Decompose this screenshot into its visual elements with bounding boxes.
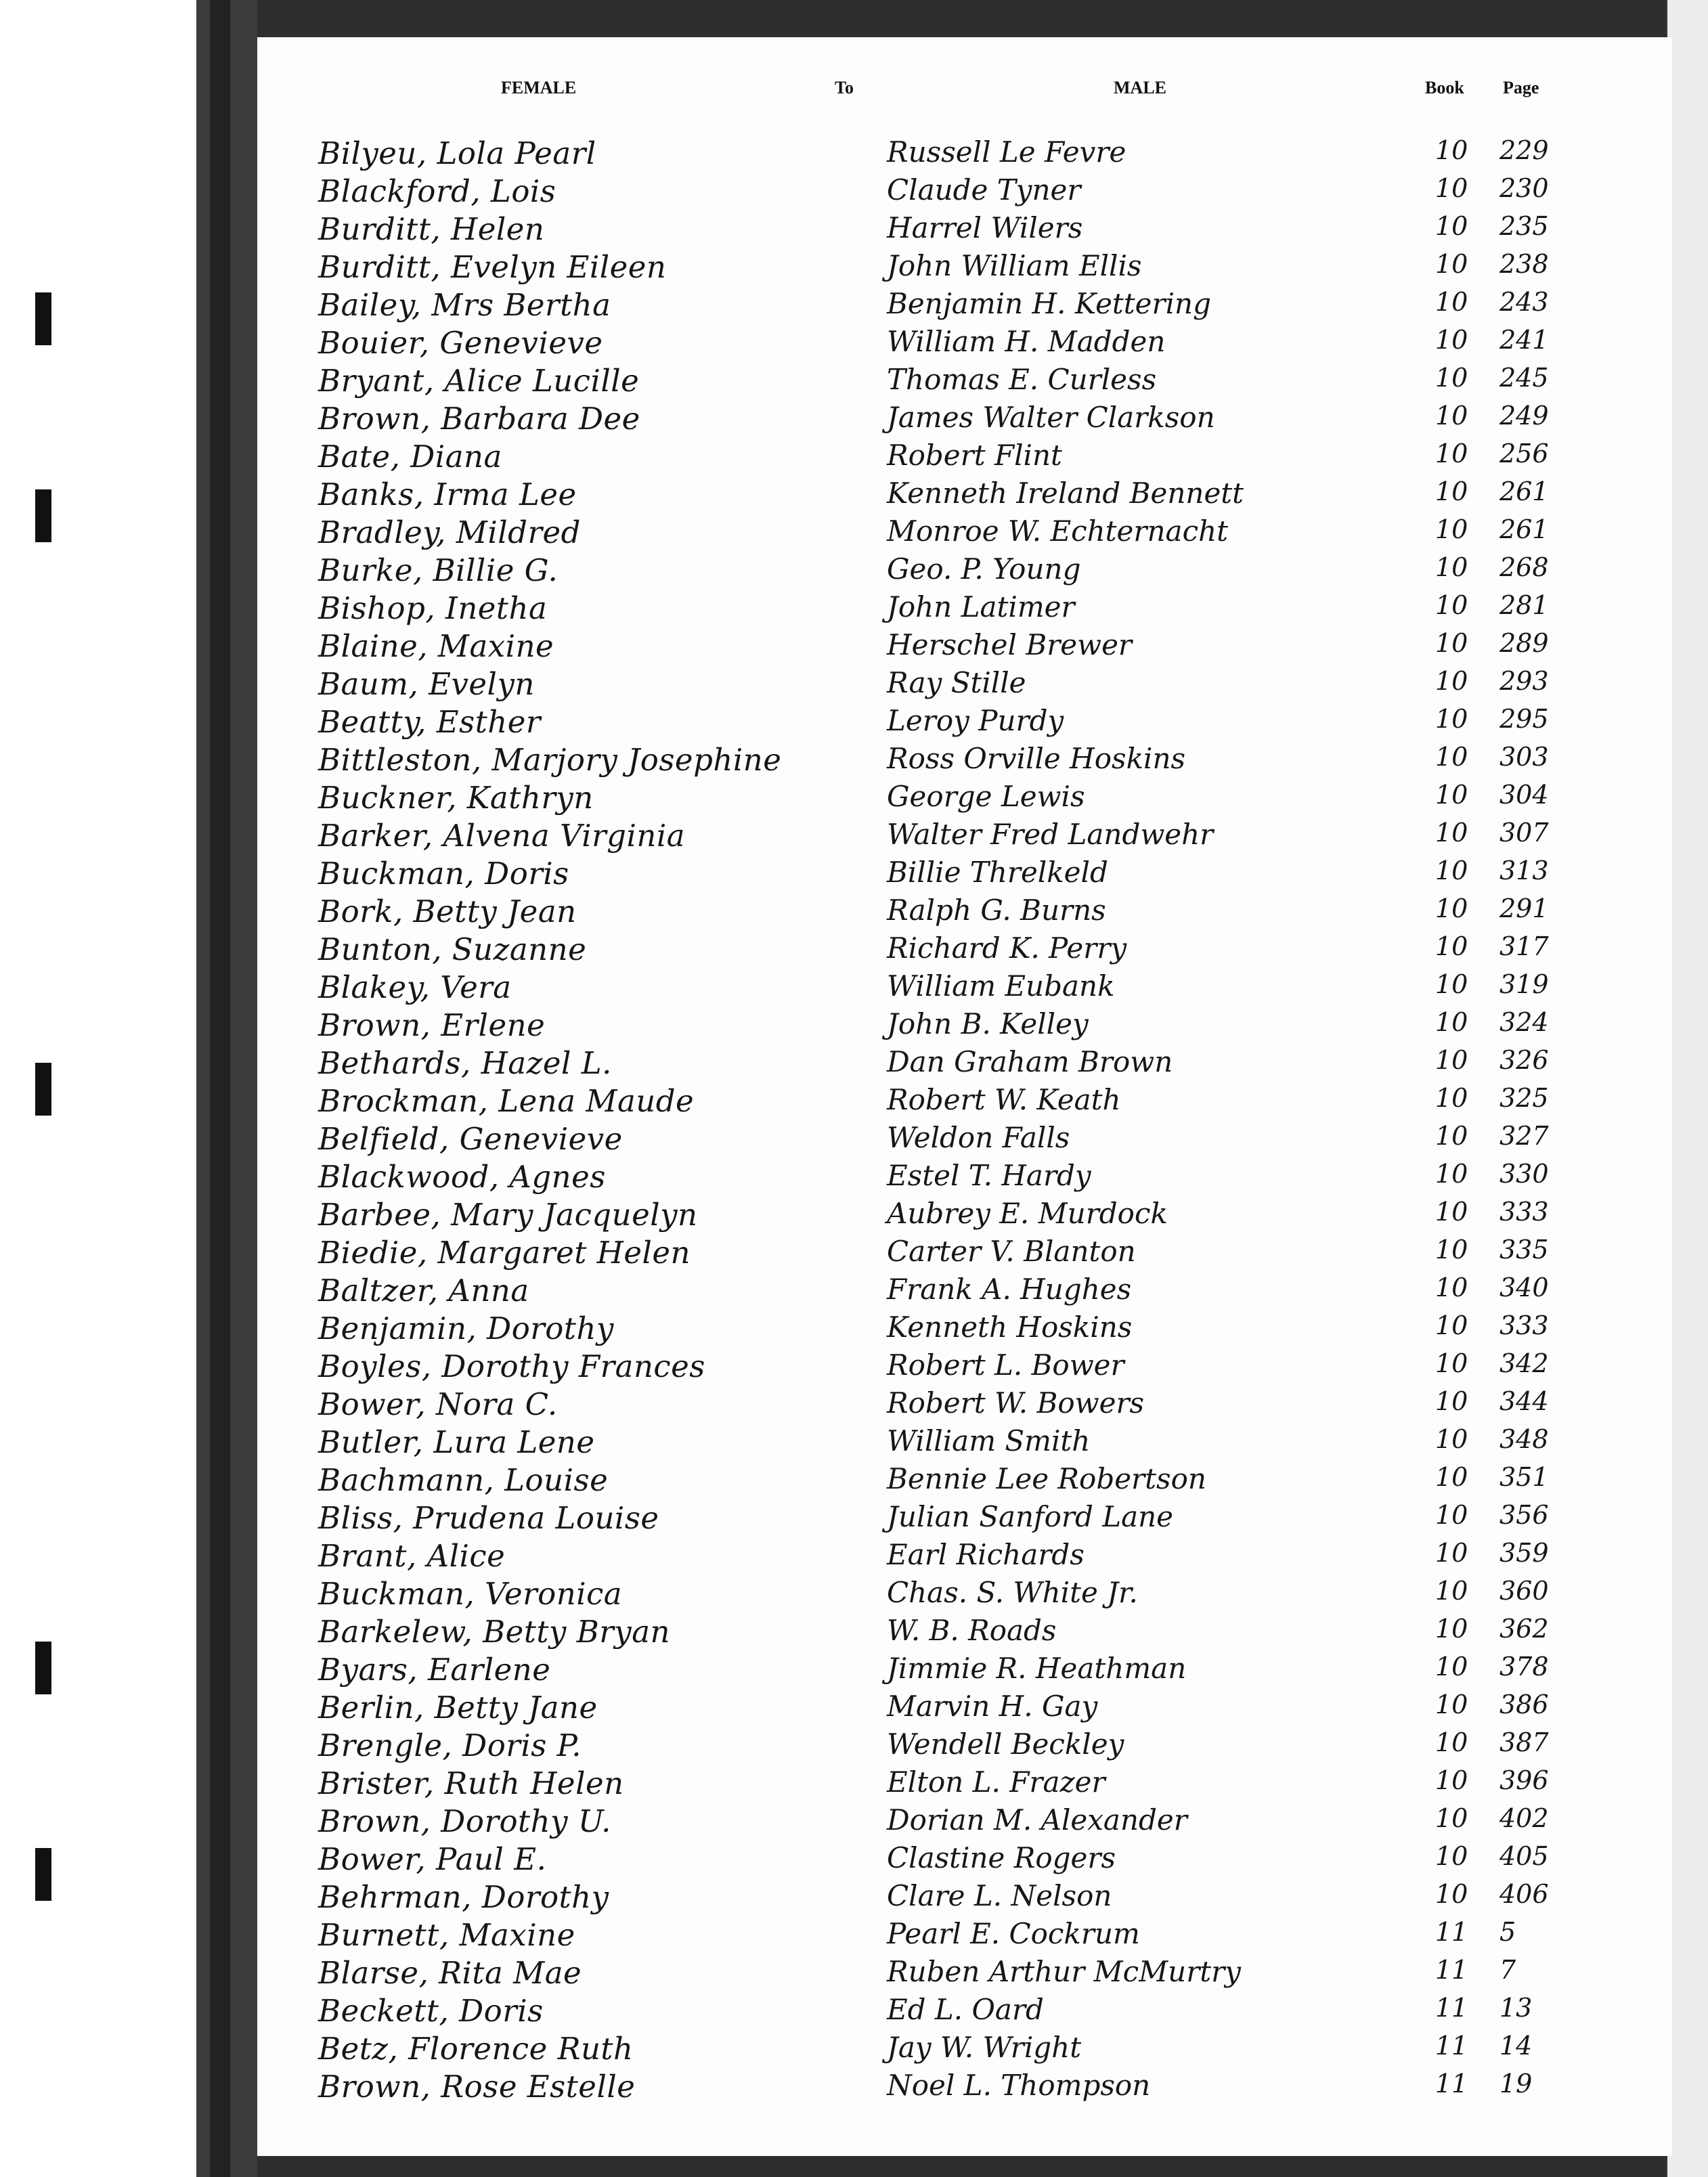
page-number: 245 — [1499, 363, 1549, 393]
page-number: 5 — [1499, 1917, 1516, 1947]
page-number: 351 — [1499, 1462, 1549, 1492]
female-name: Brant, Alice — [318, 1538, 506, 1574]
male-name: Russell Le Fevre — [887, 135, 1126, 169]
page-number: 238 — [1499, 249, 1549, 279]
header-female: FEMALE — [501, 78, 577, 97]
male-name: George Lewis — [887, 780, 1085, 813]
page-number: 405 — [1499, 1841, 1549, 1871]
male-name: Monroe W. Echternacht — [887, 514, 1229, 548]
page-number: 342 — [1499, 1348, 1549, 1378]
male-name: Frank A. Hughes — [887, 1273, 1132, 1306]
female-name: Brown, Rose Estelle — [318, 2069, 636, 2105]
male-name: W. B. Roads — [887, 1614, 1057, 1647]
ledger-row — [257, 1121, 1672, 1159]
female-name: Bunton, Suzanne — [318, 931, 587, 967]
book-number: 10 — [1435, 1159, 1468, 1189]
book-number: 10 — [1435, 249, 1468, 279]
male-name: William H. Madden — [887, 325, 1166, 358]
ledger-row — [257, 1311, 1672, 1348]
male-name: Estel T. Hardy — [887, 1159, 1091, 1192]
book-number: 10 — [1435, 1614, 1468, 1644]
female-name: Brown, Erlene — [318, 1007, 546, 1043]
ledger-row — [257, 1803, 1672, 1841]
ledger-row — [257, 401, 1672, 439]
female-name: Betz, Florence Ruth — [318, 2031, 634, 2067]
ledger-row — [257, 1765, 1672, 1803]
female-name: Buckman, Veronica — [318, 1576, 623, 1612]
book-number: 10 — [1435, 325, 1468, 355]
ledger-row — [257, 1917, 1672, 1955]
page-number: 19 — [1499, 2069, 1533, 2098]
female-name: Blackwood, Agnes — [318, 1159, 606, 1195]
header-male: MALE — [1114, 78, 1166, 97]
ledger-row — [257, 1538, 1672, 1576]
ledger-row — [257, 666, 1672, 704]
female-name: Brockman, Lena Maude — [318, 1083, 695, 1119]
male-name: Robert Flint — [887, 439, 1062, 472]
page-number: 396 — [1499, 1765, 1549, 1795]
female-name: Benjamin, Dorothy — [318, 1311, 614, 1346]
page-number: 7 — [1499, 1955, 1516, 1985]
ledger-row — [257, 173, 1672, 211]
ledger-row — [257, 590, 1672, 628]
female-name: Bailey, Mrs Bertha — [318, 287, 611, 323]
male-name: Richard K. Perry — [887, 931, 1127, 965]
page-number: 317 — [1499, 931, 1549, 961]
ledger-row — [257, 1273, 1672, 1311]
ledger-row — [257, 1235, 1672, 1273]
male-name: Carter V. Blanton — [887, 1235, 1136, 1268]
ledger-row — [257, 931, 1672, 969]
male-name: Dan Graham Brown — [887, 1045, 1173, 1078]
book-number: 10 — [1435, 969, 1468, 999]
female-name: Belfield, Genevieve — [318, 1121, 623, 1157]
page-number: 261 — [1499, 514, 1549, 544]
male-name: Pearl E. Cockrum — [887, 1917, 1140, 1950]
page-number: 324 — [1499, 1007, 1549, 1037]
book-number: 10 — [1435, 1462, 1468, 1492]
page-number: 261 — [1499, 477, 1549, 506]
female-name: Bilyeu, Lola Pearl — [318, 135, 596, 171]
male-name: Chas. S. White Jr. — [887, 1576, 1138, 1609]
ledger-row — [257, 1652, 1672, 1690]
female-name: Bachmann, Louise — [318, 1462, 609, 1498]
female-name: Blarse, Rita Mae — [318, 1955, 582, 1991]
page-number: 360 — [1499, 1576, 1549, 1606]
book-number: 10 — [1435, 1083, 1468, 1113]
book-number: 10 — [1435, 552, 1468, 582]
page-number: 289 — [1499, 628, 1549, 658]
female-name: Brengle, Doris P. — [318, 1728, 582, 1763]
male-name: Kenneth Ireland Bennett — [887, 477, 1244, 510]
female-name: Barbee, Mary Jacquelyn — [318, 1197, 698, 1233]
header-page: Page — [1503, 78, 1539, 97]
female-name: Byars, Earlene — [318, 1652, 551, 1688]
male-name: Leroy Purdy — [887, 704, 1064, 737]
page-number: 243 — [1499, 287, 1549, 317]
male-name: Herschel Brewer — [887, 628, 1133, 661]
male-name: John William Ellis — [887, 249, 1142, 282]
book-number: 10 — [1435, 1728, 1468, 1757]
page-number: 386 — [1499, 1690, 1549, 1719]
female-name: Bate, Diana — [318, 439, 502, 475]
male-name: Aubrey E. Murdock — [887, 1197, 1168, 1230]
book-number: 10 — [1435, 401, 1468, 431]
ledger-row — [257, 2069, 1672, 2107]
female-name: Bork, Betty Jean — [318, 894, 577, 929]
book-number: 10 — [1435, 1007, 1468, 1037]
male-name: Bennie Lee Robertson — [887, 1462, 1206, 1495]
male-name: Robert W. Bowers — [887, 1386, 1145, 1420]
ledger-row — [257, 1197, 1672, 1235]
page-number: 319 — [1499, 969, 1549, 999]
book-number: 10 — [1435, 287, 1468, 317]
header-to: To — [835, 78, 854, 97]
male-name: Robert W. Keath — [887, 1083, 1121, 1116]
page-number: 327 — [1499, 1121, 1549, 1151]
male-name: Robert L. Bower — [887, 1348, 1124, 1382]
marriage-index-page — [257, 37, 1672, 2156]
female-name: Buckman, Doris — [318, 856, 569, 892]
female-name: Burditt, Evelyn Eileen — [318, 249, 667, 285]
female-name: Bower, Nora C. — [318, 1386, 558, 1422]
female-name: Blackford, Lois — [318, 173, 556, 209]
page-number: 241 — [1499, 325, 1549, 355]
male-name: Ed L. Oard — [887, 1993, 1044, 2026]
page-number: 291 — [1499, 894, 1549, 923]
ledger-row — [257, 1159, 1672, 1197]
male-name: Jimmie R. Heathman — [887, 1652, 1187, 1685]
book-number: 10 — [1435, 1273, 1468, 1302]
page-number: 378 — [1499, 1652, 1549, 1681]
page-number: 229 — [1499, 135, 1549, 165]
male-name: Marvin H. Gay — [887, 1690, 1098, 1723]
book-number: 10 — [1435, 818, 1468, 848]
female-name: Bethards, Hazel L. — [318, 1045, 612, 1081]
ledger-row — [257, 439, 1672, 477]
page-number: 249 — [1499, 401, 1549, 431]
female-name: Buckner, Kathryn — [318, 780, 594, 816]
female-name: Burditt, Helen — [318, 211, 545, 247]
female-name: Brown, Dorothy U. — [318, 1803, 611, 1839]
ledger-row — [257, 1955, 1672, 1993]
book-number: 10 — [1435, 173, 1468, 203]
book-number: 10 — [1435, 1045, 1468, 1075]
male-name: James Walter Clarkson — [887, 401, 1215, 434]
female-name: Bittleston, Marjory Josephine — [318, 742, 782, 778]
ledger-row — [257, 1879, 1672, 1917]
female-name: Brown, Barbara Dee — [318, 401, 640, 437]
ledger-row — [257, 742, 1672, 780]
male-name: Ray Stille — [887, 666, 1026, 699]
ledger-row — [257, 2031, 1672, 2069]
book-number: 10 — [1435, 1538, 1468, 1568]
male-name: Elton L. Frazer — [887, 1765, 1105, 1799]
ledger-row — [257, 325, 1672, 363]
female-name: Blaine, Maxine — [318, 628, 554, 664]
female-name: Boyles, Dorothy Frances — [318, 1348, 705, 1384]
female-name: Burnett, Maxine — [318, 1917, 575, 1953]
ledger-row — [257, 135, 1672, 173]
book-number: 10 — [1435, 1500, 1468, 1530]
male-name: Julian Sanford Lane — [887, 1500, 1174, 1533]
ledger-row — [257, 1045, 1672, 1083]
ledger-row — [257, 514, 1672, 552]
page-number: 325 — [1499, 1083, 1549, 1113]
male-name: Kenneth Hoskins — [887, 1311, 1133, 1344]
book-number: 11 — [1435, 2031, 1468, 2061]
ledger-row — [257, 1500, 1672, 1538]
book-number: 10 — [1435, 439, 1468, 468]
male-name: William Eubank — [887, 969, 1115, 1003]
page-number: 281 — [1499, 590, 1549, 620]
male-name: John Latimer — [887, 590, 1075, 623]
book-number: 10 — [1435, 856, 1468, 885]
book-number: 10 — [1435, 1765, 1468, 1795]
book-number: 10 — [1435, 135, 1468, 165]
book-number: 11 — [1435, 1917, 1468, 1947]
male-name: Billie Threlkeld — [887, 856, 1108, 889]
page-number: 303 — [1499, 742, 1549, 772]
ledger-row — [257, 249, 1672, 287]
ledger-row — [257, 1728, 1672, 1765]
book-number: 10 — [1435, 1424, 1468, 1454]
book-number: 10 — [1435, 704, 1468, 734]
book-number: 10 — [1435, 1311, 1468, 1340]
ledger-row — [257, 1993, 1672, 2031]
book-number: 10 — [1435, 1348, 1468, 1378]
ledger-row — [257, 1007, 1672, 1045]
ledger-row — [257, 780, 1672, 818]
ledger-row — [257, 1083, 1672, 1121]
female-name: Bryant, Alice Lucille — [318, 363, 640, 399]
male-name: Thomas E. Curless — [887, 363, 1157, 396]
book-number: 10 — [1435, 1197, 1468, 1227]
male-name: Jay W. Wright — [887, 2031, 1082, 2064]
book-number: 10 — [1435, 628, 1468, 658]
page-number: 307 — [1499, 818, 1549, 848]
ledger-row — [257, 818, 1672, 856]
book-number: 10 — [1435, 1576, 1468, 1606]
ledger-row — [257, 628, 1672, 666]
female-name: Brister, Ruth Helen — [318, 1765, 624, 1801]
page-number: 330 — [1499, 1159, 1549, 1189]
page-number: 268 — [1499, 552, 1549, 582]
page-number: 304 — [1499, 780, 1549, 810]
female-name: Beatty, Esther — [318, 704, 541, 740]
male-name: Benjamin H. Kettering — [887, 287, 1211, 320]
male-name: William Smith — [887, 1424, 1091, 1457]
page-number: 362 — [1499, 1614, 1549, 1644]
ledger-row — [257, 1614, 1672, 1652]
male-name: Weldon Falls — [887, 1121, 1070, 1154]
page-number: 326 — [1499, 1045, 1549, 1075]
book-number: 10 — [1435, 1879, 1468, 1909]
book-number: 11 — [1435, 2069, 1468, 2098]
female-name: Bouier, Genevieve — [318, 325, 603, 361]
female-name: Bishop, Inetha — [318, 590, 548, 626]
page-number: 402 — [1499, 1803, 1549, 1833]
female-name: Berlin, Betty Jane — [318, 1690, 598, 1725]
ledger-row — [257, 552, 1672, 590]
column-header-row — [257, 58, 1672, 105]
book-number: 10 — [1435, 931, 1468, 961]
page-number: 235 — [1499, 211, 1549, 241]
male-name: Ralph G. Burns — [887, 894, 1106, 927]
ledger-row — [257, 1348, 1672, 1386]
page-number: 333 — [1499, 1311, 1549, 1340]
page-number: 344 — [1499, 1386, 1549, 1416]
female-name: Butler, Lura Lene — [318, 1424, 595, 1460]
male-name: Geo. P. Young — [887, 552, 1081, 586]
male-name: Ruben Arthur McMurtry — [887, 1955, 1241, 1988]
page-number: 335 — [1499, 1235, 1549, 1265]
ledger-row — [257, 1690, 1672, 1728]
page-number: 359 — [1499, 1538, 1549, 1568]
male-name: Earl Richards — [887, 1538, 1085, 1571]
book-number: 10 — [1435, 894, 1468, 923]
book-number: 10 — [1435, 590, 1468, 620]
female-name: Beckett, Doris — [318, 1993, 544, 2029]
male-name: Clastine Rogers — [887, 1841, 1116, 1874]
page-number: 356 — [1499, 1500, 1549, 1530]
header-book: Book — [1425, 78, 1464, 97]
ledger-row — [257, 1462, 1672, 1500]
page-number: 387 — [1499, 1728, 1549, 1757]
ledger-row — [257, 363, 1672, 401]
ledger-row — [257, 477, 1672, 514]
page-number: 13 — [1499, 1993, 1533, 2023]
ledger-row — [257, 1841, 1672, 1879]
book-number: 10 — [1435, 1690, 1468, 1719]
male-name: Dorian M. Alexander — [887, 1803, 1187, 1837]
page-number: 348 — [1499, 1424, 1549, 1454]
page-number: 406 — [1499, 1879, 1549, 1909]
book-number: 10 — [1435, 780, 1468, 810]
female-name: Barker, Alvena Virginia — [318, 818, 686, 854]
ledger-row — [257, 1424, 1672, 1462]
book-number: 10 — [1435, 1803, 1468, 1833]
ledger-row — [257, 856, 1672, 894]
book-number: 10 — [1435, 477, 1468, 506]
male-name: Claude Tyner — [887, 173, 1081, 206]
book-number: 10 — [1435, 1652, 1468, 1681]
female-name: Behrman, Dorothy — [318, 1879, 609, 1915]
ledger-row — [257, 211, 1672, 249]
book-number: 10 — [1435, 211, 1468, 241]
male-name: Wendell Beckley — [887, 1728, 1124, 1761]
female-name: Bradley, Mildred — [318, 514, 581, 550]
female-name: Bower, Paul E. — [318, 1841, 547, 1877]
male-name: Walter Fred Landwehr — [887, 818, 1214, 851]
ledger-row — [257, 894, 1672, 931]
ledger-row — [257, 287, 1672, 325]
male-name: Ross Orville Hoskins — [887, 742, 1186, 775]
female-name: Baltzer, Anna — [318, 1273, 529, 1309]
page-number: 313 — [1499, 856, 1549, 885]
page-number: 333 — [1499, 1197, 1549, 1227]
male-name: Clare L. Nelson — [887, 1879, 1112, 1912]
book-number: 11 — [1435, 1955, 1468, 1985]
female-name: Banks, Irma Lee — [318, 477, 577, 512]
page-number: 340 — [1499, 1273, 1549, 1302]
male-name: John B. Kelley — [887, 1007, 1089, 1040]
book-number: 10 — [1435, 1841, 1468, 1871]
book-number: 10 — [1435, 742, 1468, 772]
book-number: 10 — [1435, 1121, 1468, 1151]
female-name: Biedie, Margaret Helen — [318, 1235, 691, 1271]
ledger-row — [257, 1386, 1672, 1424]
female-name: Blakey, Vera — [318, 969, 512, 1005]
female-name: Barkelew, Betty Bryan — [318, 1614, 671, 1650]
book-number: 10 — [1435, 514, 1468, 544]
book-number: 10 — [1435, 363, 1468, 393]
male-name: Harrel Wilers — [887, 211, 1083, 244]
ledger-row — [257, 704, 1672, 742]
page-number: 14 — [1499, 2031, 1533, 2061]
book-number: 11 — [1435, 1993, 1468, 2023]
page-number: 230 — [1499, 173, 1549, 203]
page-number: 295 — [1499, 704, 1549, 734]
book-number: 10 — [1435, 1235, 1468, 1265]
page-number: 256 — [1499, 439, 1549, 468]
book-number: 10 — [1435, 1386, 1468, 1416]
book-number: 10 — [1435, 666, 1468, 696]
ledger-row — [257, 969, 1672, 1007]
female-name: Baum, Evelyn — [318, 666, 535, 702]
ledger-row — [257, 1576, 1672, 1614]
female-name: Bliss, Prudena Louise — [318, 1500, 659, 1536]
page-number: 293 — [1499, 666, 1549, 696]
female-name: Burke, Billie G. — [318, 552, 559, 588]
male-name: Noel L. Thompson — [887, 2069, 1151, 2102]
